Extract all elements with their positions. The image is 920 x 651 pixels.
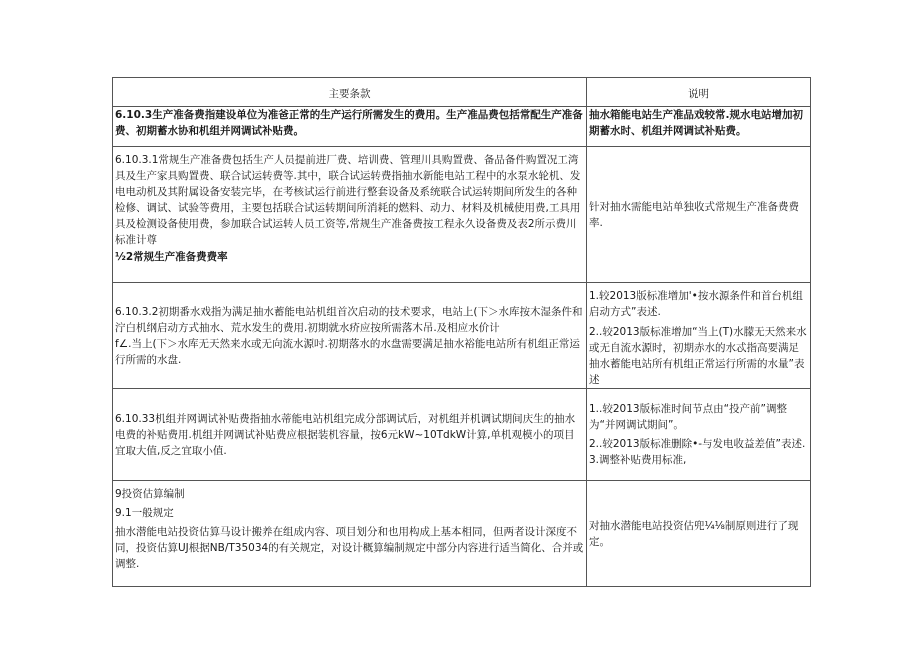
- table-caption-rate: ½2常规生产准备费费率: [115, 251, 228, 263]
- row-3-main: [113, 283, 587, 389]
- table-row: [113, 389, 811, 481]
- note-6-10-3-1: 针对抽水需能电站单独收式常规生产准备费费率.: [589, 200, 799, 229]
- table-row: [113, 147, 811, 283]
- note-6-10-3-3-item-3: 3.调整补贴费用标准,: [589, 454, 687, 466]
- table-row: [113, 107, 811, 147]
- row-5-main: [113, 481, 587, 587]
- clause-6-10-3-3: 6.10.33机组并网调试补贴费指抽水蒂能电站机组完成分部调试后，对机组并机调试期间庆生的抽水电费的补贴费用.机组并网调试补贴费应根据装机容量，按6元kW~10TdkW计算,单机观模小的项目宜取大值,反之宜取小值.: [115, 412, 576, 457]
- section-9-1-body: 抽水潜能电站投资估算马设计搬养在组成内容、项目划分和也用构成上基本相同，但两者设计深度不同，投资估算UJ根据NB/T35034的有关规定，对设计概算编制规定中部分内容进行适当简化、合并或调整.: [115, 526, 584, 570]
- clauses-table: [112, 77, 811, 587]
- table-row: [113, 283, 811, 389]
- note-6-10-3: 抽水箱能电站生产准品戏较常.规水电站增加初期蓄水时、机组并网调试补贴费。: [589, 109, 803, 137]
- document-table-container: [112, 77, 810, 587]
- section-9-1-heading: 9.1一般规定: [115, 507, 174, 519]
- clause-6-10-3-2: 6.10.3.2初期番水戏指为满足抽水蓄能电站机组首次启动的技术要求，电站上(下＞水库按木湿条件和泞白机纲启动方式抽水、荒水发生的费用.初期就水疥应按所需落木吊.及相应水价计: [115, 305, 583, 334]
- row-2-main: [113, 147, 587, 283]
- header-main-clauses: 主要条款: [113, 78, 587, 107]
- row-5-note: [587, 481, 811, 587]
- note-6-10-3-2-item-1: 1.较2013版标准增加'•按水源条件和首台机组启动方式”表述.: [589, 290, 803, 318]
- row-4-note: [587, 389, 811, 481]
- header-notes: 说明: [587, 78, 811, 107]
- row-1-note: [587, 107, 811, 147]
- clause-6-10-3: 6.10.3生产准备费指建设单位为准爸正常的生产运行所需发生的费用。生产准品费包括常配生产准备费、初期蓄水协和机组并网调试补贴费。: [115, 109, 583, 137]
- table-header-row: [113, 78, 811, 107]
- clause-6-10-3-1: 6.10.3.1常规生产准备费包括生产人员提前进厂费、培训费、管理川具购置费、备品备件购置况工湾具及生产家具购置费、联合试运转费等.其中，联合试运转费指抽水新能电站工程中的水泵水轮机、发电电动机及其附属设备安装完毕，在考核试运行前进行整套设备及系统联合试运转期间所发生的各种检修、调试、试验等费用，主要包括联合试运转期间所消耗的燃料、动力、材料及机械使用费,工具用具及检测设备使用费，参加联合试运转人员工资等,常规生产准备费按工程永久设备费及表2所示费川标准计尊: [115, 154, 581, 246]
- row-1-main: [113, 107, 587, 147]
- row-2-note: [587, 147, 811, 283]
- note-6-10-3-3-item-2: 2..较2013版标准删除•-与发电收益差值”表述.: [589, 438, 806, 450]
- table-row: [113, 481, 811, 587]
- clause-6-10-3-2-note: f∠.当上(下＞水库无天然来水或无向流水源吋.初期落水的水盘需要满足抽水裕能电站所有机组正常运行所需的水盘.: [115, 337, 580, 366]
- note-section-9: 对抽水潜能电站投资估兜¼⅛制原则进行了现定。: [589, 519, 799, 548]
- note-6-10-3-2-item-2: 2..较2013版标准增加“当上(T)水朦无天然来水或无自流水源时，初期赤水的水忒指高要满足抽水蓄能电站所有机组正常运行所需的水量”表述: [589, 326, 807, 386]
- row-4-main: [113, 389, 587, 481]
- row-3-note: [587, 283, 811, 389]
- note-6-10-3-3-item-1: 1..较2013版标准时间节点由“投产前”调整为“并网调试期间”。: [589, 403, 787, 431]
- section-9-heading: 9投资估算编制: [115, 488, 185, 500]
